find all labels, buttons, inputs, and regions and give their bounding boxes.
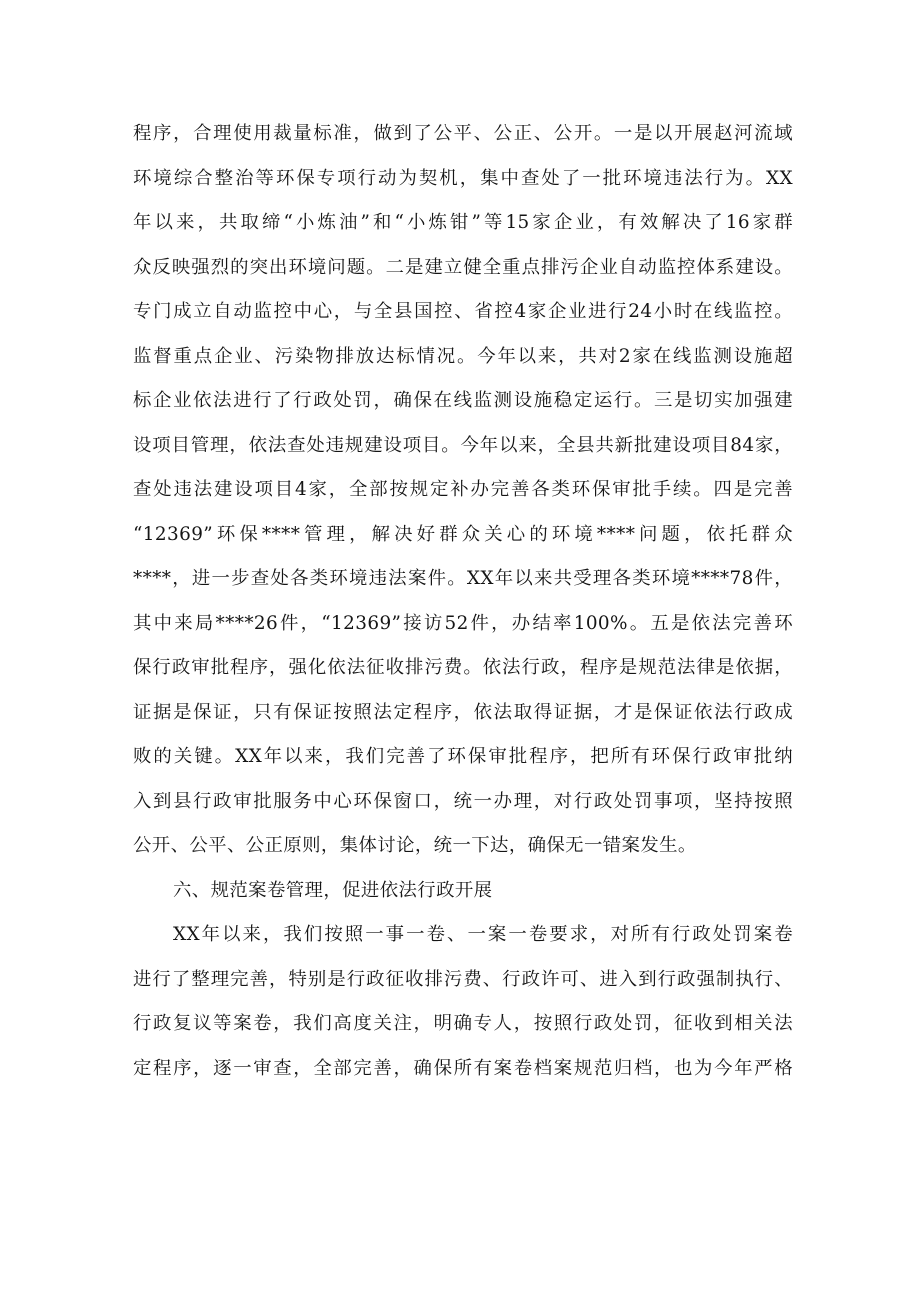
- document-body: [133, 112, 793, 1091]
- paragraph-line: 进行了整理完善，特别是行政征收排污费、行政许可、进入到行政强制执行、: [133, 968, 793, 990]
- paragraph-line: 其中来局****26件，“12369”接访52件，办结率100%。五是依法完善环: [133, 612, 793, 634]
- paragraph-line: 设项目管理，依法查处违规建设项目。今年以来，全县共新批建设项目84家，: [133, 434, 793, 456]
- paragraph-line: 程序，合理使用裁量标准，做到了公平、公正、公开。一是以开展赵河流域: [133, 123, 793, 144]
- paragraph-line: “12369”环保****管理，解决好群众关心的环境****问题，依托群众: [133, 523, 793, 545]
- paragraph-line: 众反映强烈的突出环境问题。二是建立健全重点排污企业自动监控体系建设。: [133, 256, 793, 278]
- section-heading: 六、规范案卷管理，促进依法行政开展: [173, 879, 493, 901]
- paragraph-line: 败的关键。XX年以来，我们完善了环保审批程序，把所有环保行政审批纳: [133, 746, 793, 767]
- paragraph-line: ****，进一步查处各类环境违法案件。XX年以来共受理各类环境****78件，: [133, 568, 793, 589]
- paragraph-line: 行政复议等案卷，我们高度关注，明确专人，按照行政处罚，征收到相关法: [133, 1013, 793, 1034]
- paragraph-line: 保行政审批程序，强化依法征收排污费。依法行政，程序是规范法律是依据，: [133, 657, 793, 678]
- paragraph-first-line: XX年以来，我们按照一事一卷、一案一卷要求，对所有行政处罚案卷: [173, 924, 793, 945]
- paragraph-line: 监督重点企业、污染物排放达标情况。今年以来，共对2家在线监测设施超: [133, 345, 793, 367]
- paragraph-line: 入到县行政审批服务中心环保窗口，统一办理，对行政处罚事项，坚持按照: [133, 790, 793, 812]
- paragraph-line: 环境综合整治等环保专项行动为契机，集中查处了一批环境违法行为。XX: [133, 167, 793, 189]
- paragraph-line: 年以来，共取缔“小炼油”和“小炼钳”等15家企业，有效解决了16家群: [133, 212, 793, 233]
- paragraph-last-line: 公开、公平、公正原则，集体讨论，统一下达，确保无一错案发生。: [133, 835, 697, 856]
- paragraph-line: 定程序，逐一审查，全部完善，确保所有案卷档案规范归档，也为今年严格: [133, 1057, 793, 1079]
- paragraph-line: 标企业依法进行了行政处罚，确保在线监测设施稳定运行。三是切实加强建: [133, 390, 793, 411]
- paragraph-line: 证据是保证，只有保证按照法定程序，依法取得证据，才是保证依法行政成: [133, 701, 793, 723]
- paragraph-line: 专门成立自动监控中心，与全县国控、省控4家企业进行24小时在线监控。: [133, 301, 793, 322]
- paragraph-line: 查处违法建设项目4家，全部按规定补办完善各类环保审批手续。四是完善: [133, 479, 793, 500]
